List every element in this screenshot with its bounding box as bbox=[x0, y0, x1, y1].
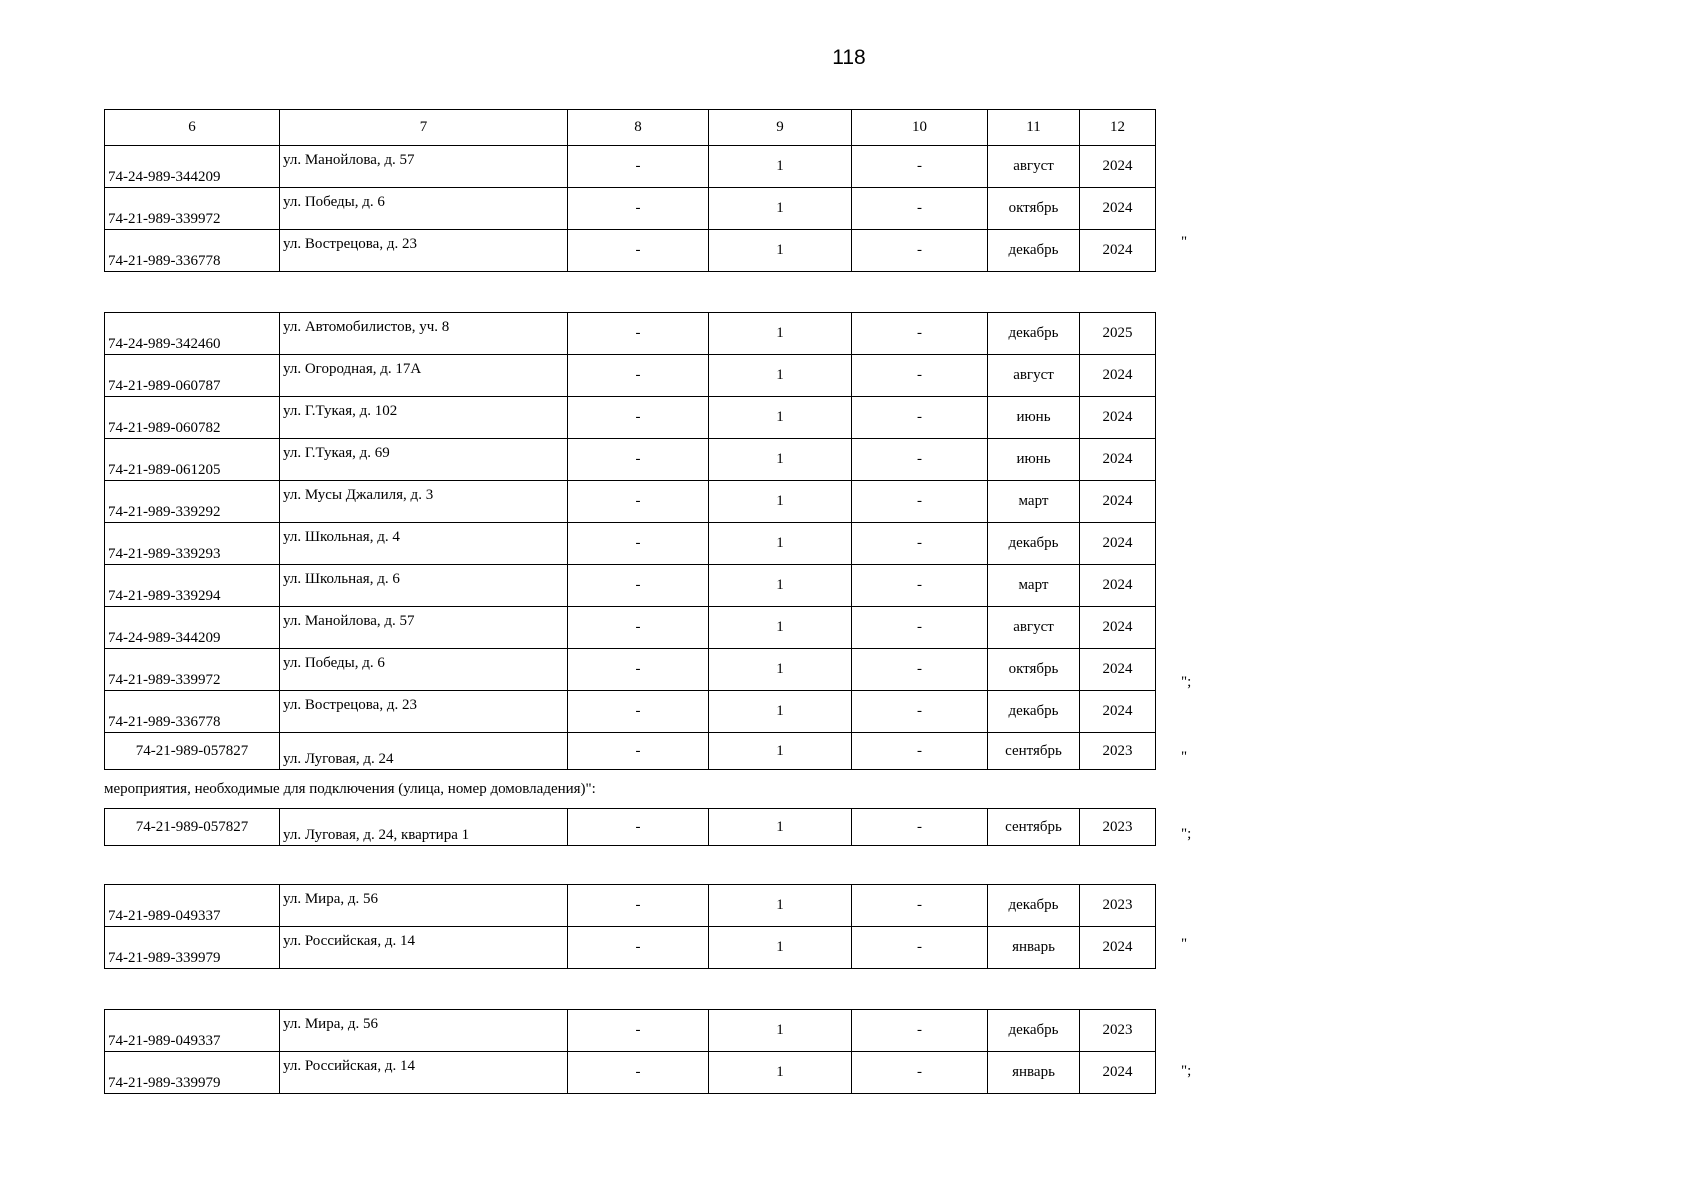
year-cell: 2024 bbox=[1080, 691, 1156, 733]
column-10-cell: - bbox=[852, 649, 988, 691]
address-cell: ул. Победы, д. 6 bbox=[280, 649, 568, 691]
column-header: 9 bbox=[709, 110, 852, 146]
table-row bbox=[105, 809, 1156, 846]
column-10-cell: - bbox=[852, 607, 988, 649]
data-table bbox=[104, 808, 1156, 846]
table-body bbox=[105, 885, 1156, 969]
column-9-cell: 1 bbox=[709, 1052, 852, 1094]
address-cell: ул. Луговая, д. 24, квартира 1 bbox=[280, 809, 568, 846]
column-8-cell: - bbox=[568, 313, 709, 355]
header-row bbox=[105, 110, 1156, 146]
column-8-cell: - bbox=[568, 927, 709, 969]
address-cell: ул. Мусы Джалиля, д. 3 bbox=[280, 481, 568, 523]
year-cell: 2024 bbox=[1080, 607, 1156, 649]
table-row bbox=[105, 565, 1156, 607]
column-10-cell: - bbox=[852, 313, 988, 355]
month-cell: январь bbox=[988, 927, 1080, 969]
device-code-cell: 74-21-989-061205 bbox=[105, 439, 280, 481]
data-table bbox=[104, 1009, 1156, 1094]
address-cell: ул. Г.Тукая, д. 69 bbox=[280, 439, 568, 481]
column-8-cell: - bbox=[568, 146, 709, 188]
column-9-cell: 1 bbox=[709, 927, 852, 969]
month-cell: сентябрь bbox=[988, 733, 1080, 770]
year-cell: 2024 bbox=[1080, 188, 1156, 230]
table-block-4 bbox=[104, 884, 1155, 969]
table-row bbox=[105, 691, 1156, 733]
month-cell: декабрь bbox=[988, 885, 1080, 927]
year-cell: 2024 bbox=[1080, 439, 1156, 481]
column-8-cell: - bbox=[568, 1010, 709, 1052]
table-body bbox=[105, 733, 1156, 770]
device-code-cell: 74-21-989-339979 bbox=[105, 927, 280, 969]
address-cell: ул. Луговая, д. 24 bbox=[280, 733, 568, 770]
column-9-cell: 1 bbox=[709, 607, 852, 649]
column-8-cell: - bbox=[568, 481, 709, 523]
column-8-cell: - bbox=[568, 1052, 709, 1094]
year-cell: 2024 bbox=[1080, 146, 1156, 188]
month-cell: сентябрь bbox=[988, 809, 1080, 846]
device-code-cell: 74-21-989-060782 bbox=[105, 397, 280, 439]
data-table bbox=[104, 732, 1156, 770]
closing-mark: " bbox=[1181, 234, 1188, 250]
year-cell: 2024 bbox=[1080, 230, 1156, 272]
month-cell: август bbox=[988, 607, 1080, 649]
device-code-cell: 74-21-989-060787 bbox=[105, 355, 280, 397]
year-cell: 2024 bbox=[1080, 649, 1156, 691]
column-10-cell: - bbox=[852, 146, 988, 188]
year-cell: 2024 bbox=[1080, 565, 1156, 607]
column-9-cell: 1 bbox=[709, 523, 852, 565]
column-8-cell: - bbox=[568, 691, 709, 733]
column-9-cell: 1 bbox=[709, 733, 852, 770]
table-block-5 bbox=[104, 1009, 1155, 1094]
column-8-cell: - bbox=[568, 523, 709, 565]
month-cell: октябрь bbox=[988, 649, 1080, 691]
table-block-2 bbox=[104, 732, 1155, 770]
table-row bbox=[105, 397, 1156, 439]
table-row bbox=[105, 927, 1156, 969]
table-row bbox=[105, 607, 1156, 649]
month-cell: июнь bbox=[988, 439, 1080, 481]
column-8-cell: - bbox=[568, 607, 709, 649]
address-cell: ул. Российская, д. 14 bbox=[280, 1052, 568, 1094]
table-body bbox=[105, 110, 1156, 272]
address-cell: ул. Победы, д. 6 bbox=[280, 188, 568, 230]
device-code-cell: 74-21-989-339972 bbox=[105, 188, 280, 230]
table-row bbox=[105, 1010, 1156, 1052]
table-body bbox=[105, 1010, 1156, 1094]
address-cell: ул. Школьная, д. 6 bbox=[280, 565, 568, 607]
data-table bbox=[104, 884, 1156, 969]
column-header: 11 bbox=[988, 110, 1080, 146]
year-cell: 2024 bbox=[1080, 355, 1156, 397]
table-row bbox=[105, 1052, 1156, 1094]
column-10-cell: - bbox=[852, 565, 988, 607]
year-cell: 2024 bbox=[1080, 927, 1156, 969]
year-cell: 2024 bbox=[1080, 397, 1156, 439]
month-cell: март bbox=[988, 481, 1080, 523]
column-8-cell: - bbox=[568, 885, 709, 927]
month-cell: январь bbox=[988, 1052, 1080, 1094]
device-code-cell: 74-21-989-049337 bbox=[105, 1010, 280, 1052]
table-body bbox=[105, 313, 1156, 733]
data-table bbox=[104, 109, 1156, 272]
year-cell: 2024 bbox=[1080, 481, 1156, 523]
column-10-cell: - bbox=[852, 397, 988, 439]
column-9-cell: 1 bbox=[709, 885, 852, 927]
address-cell: ул. Школьная, д. 4 bbox=[280, 523, 568, 565]
column-8-cell: - bbox=[568, 809, 709, 846]
month-cell: август bbox=[988, 355, 1080, 397]
device-code-cell: 74-21-989-049337 bbox=[105, 885, 280, 927]
column-10-cell: - bbox=[852, 523, 988, 565]
column-10-cell: - bbox=[852, 230, 988, 272]
table-row bbox=[105, 313, 1156, 355]
table-block-0 bbox=[104, 109, 1155, 272]
column-10-cell: - bbox=[852, 188, 988, 230]
device-code-cell: 74-21-989-339292 bbox=[105, 481, 280, 523]
table-row bbox=[105, 649, 1156, 691]
year-cell: 2023 bbox=[1080, 809, 1156, 846]
column-10-cell: - bbox=[852, 1010, 988, 1052]
address-cell: ул. Российская, д. 14 bbox=[280, 927, 568, 969]
month-cell: июнь bbox=[988, 397, 1080, 439]
column-10-cell: - bbox=[852, 691, 988, 733]
month-cell: октябрь bbox=[988, 188, 1080, 230]
device-code-cell: 74-21-989-339293 bbox=[105, 523, 280, 565]
month-cell: март bbox=[988, 565, 1080, 607]
data-table bbox=[104, 312, 1156, 733]
address-cell: ул. Вострецова, д. 23 bbox=[280, 230, 568, 272]
table-row bbox=[105, 733, 1156, 770]
table-row bbox=[105, 439, 1156, 481]
device-code-cell: 74-21-989-057827 bbox=[105, 733, 280, 770]
device-code-cell: 74-24-989-344209 bbox=[105, 607, 280, 649]
column-8-cell: - bbox=[568, 649, 709, 691]
column-header: 7 bbox=[280, 110, 568, 146]
note-text: мероприятия, необходимые для подключения (улица, номер домовладения)": bbox=[104, 781, 596, 797]
month-cell: декабрь bbox=[988, 1010, 1080, 1052]
column-8-cell: - bbox=[568, 188, 709, 230]
device-code-cell: 74-21-989-339294 bbox=[105, 565, 280, 607]
column-9-cell: 1 bbox=[709, 691, 852, 733]
month-cell: август bbox=[988, 146, 1080, 188]
column-9-cell: 1 bbox=[709, 649, 852, 691]
column-9-cell: 1 bbox=[709, 809, 852, 846]
column-10-cell: - bbox=[852, 733, 988, 770]
device-code-cell: 74-21-989-339979 bbox=[105, 1052, 280, 1094]
address-cell: ул. Вострецова, д. 23 bbox=[280, 691, 568, 733]
column-10-cell: - bbox=[852, 355, 988, 397]
column-9-cell: 1 bbox=[709, 397, 852, 439]
column-header: 12 bbox=[1080, 110, 1156, 146]
device-code-cell: 74-21-989-336778 bbox=[105, 691, 280, 733]
column-9-cell: 1 bbox=[709, 188, 852, 230]
table-body bbox=[105, 809, 1156, 846]
year-cell: 2025 bbox=[1080, 313, 1156, 355]
column-8-cell: - bbox=[568, 230, 709, 272]
year-cell: 2024 bbox=[1080, 523, 1156, 565]
address-cell: ул. Манойлова, д. 57 bbox=[280, 607, 568, 649]
column-9-cell: 1 bbox=[709, 481, 852, 523]
closing-mark: "; bbox=[1181, 1063, 1192, 1079]
address-cell: ул. Мира, д. 56 bbox=[280, 885, 568, 927]
month-cell: декабрь bbox=[988, 691, 1080, 733]
column-header: 8 bbox=[568, 110, 709, 146]
closing-mark: " bbox=[1181, 936, 1188, 952]
month-cell: декабрь bbox=[988, 313, 1080, 355]
table-row bbox=[105, 523, 1156, 565]
column-10-cell: - bbox=[852, 885, 988, 927]
closing-mark: " bbox=[1181, 749, 1188, 765]
column-9-cell: 1 bbox=[709, 230, 852, 272]
table-row bbox=[105, 355, 1156, 397]
column-9-cell: 1 bbox=[709, 313, 852, 355]
page-number: 118 bbox=[832, 46, 866, 69]
year-cell: 2024 bbox=[1080, 1052, 1156, 1094]
column-10-cell: - bbox=[852, 481, 988, 523]
column-10-cell: - bbox=[852, 809, 988, 846]
address-cell: ул. Автомобилистов, уч. 8 bbox=[280, 313, 568, 355]
address-cell: ул. Огородная, д. 17А bbox=[280, 355, 568, 397]
year-cell: 2023 bbox=[1080, 885, 1156, 927]
table-row bbox=[105, 146, 1156, 188]
column-8-cell: - bbox=[568, 439, 709, 481]
column-header: 10 bbox=[852, 110, 988, 146]
column-8-cell: - bbox=[568, 733, 709, 770]
column-9-cell: 1 bbox=[709, 1010, 852, 1052]
closing-mark: "; bbox=[1181, 826, 1192, 842]
column-8-cell: - bbox=[568, 355, 709, 397]
column-9-cell: 1 bbox=[709, 146, 852, 188]
column-header: 6 bbox=[105, 110, 280, 146]
column-9-cell: 1 bbox=[709, 439, 852, 481]
device-code-cell: 74-21-989-339972 bbox=[105, 649, 280, 691]
year-cell: 2023 bbox=[1080, 1010, 1156, 1052]
column-9-cell: 1 bbox=[709, 565, 852, 607]
device-code-cell: 74-24-989-344209 bbox=[105, 146, 280, 188]
device-code-cell: 74-21-989-336778 bbox=[105, 230, 280, 272]
address-cell: ул. Г.Тукая, д. 102 bbox=[280, 397, 568, 439]
column-10-cell: - bbox=[852, 1052, 988, 1094]
address-cell: ул. Манойлова, д. 57 bbox=[280, 146, 568, 188]
table-block-1 bbox=[104, 312, 1155, 733]
device-code-cell: 74-24-989-342460 bbox=[105, 313, 280, 355]
table-row bbox=[105, 188, 1156, 230]
closing-mark: "; bbox=[1181, 674, 1192, 690]
table-row bbox=[105, 481, 1156, 523]
year-cell: 2023 bbox=[1080, 733, 1156, 770]
month-cell: декабрь bbox=[988, 523, 1080, 565]
column-10-cell: - bbox=[852, 439, 988, 481]
column-8-cell: - bbox=[568, 397, 709, 439]
table-row bbox=[105, 885, 1156, 927]
table-block-3 bbox=[104, 808, 1155, 846]
column-9-cell: 1 bbox=[709, 355, 852, 397]
column-8-cell: - bbox=[568, 565, 709, 607]
address-cell: ул. Мира, д. 56 bbox=[280, 1010, 568, 1052]
column-10-cell: - bbox=[852, 927, 988, 969]
table-row bbox=[105, 230, 1156, 272]
month-cell: декабрь bbox=[988, 230, 1080, 272]
device-code-cell: 74-21-989-057827 bbox=[105, 809, 280, 846]
